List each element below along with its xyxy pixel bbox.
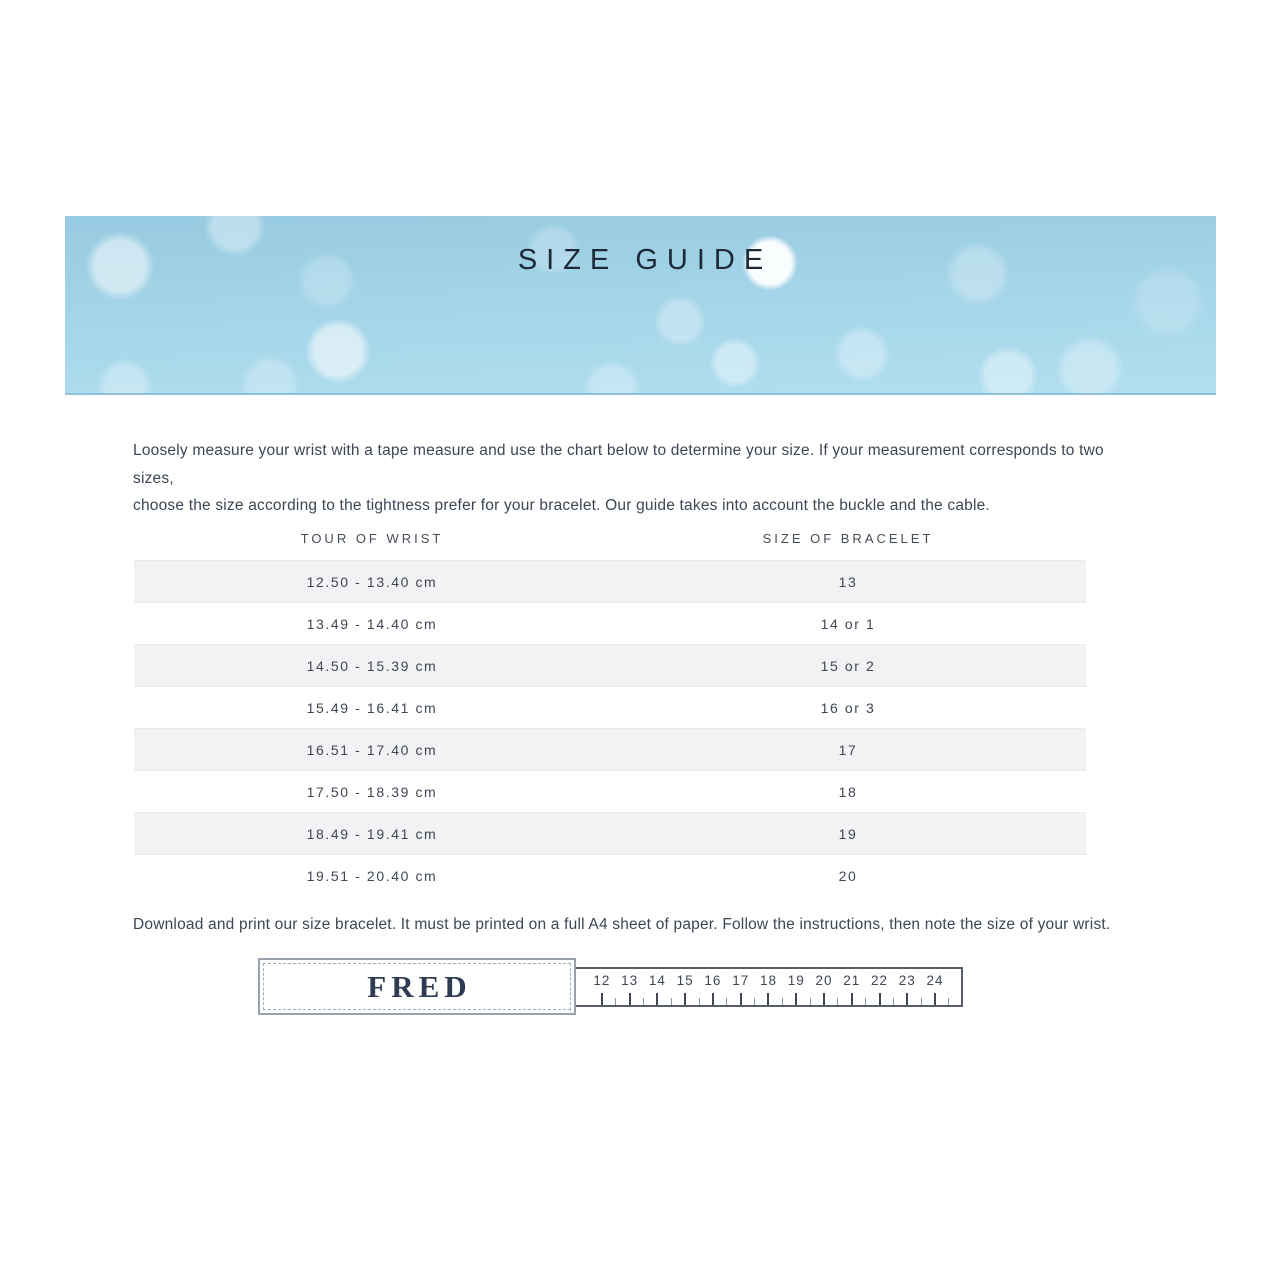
size-guide-banner bbox=[65, 216, 1216, 395]
bracelet-size-cell: 15 or 2 bbox=[820, 657, 876, 674]
ruler-tick-label: 20 bbox=[815, 973, 833, 988]
major-tick bbox=[879, 993, 881, 1005]
wrist-range-cell: 12.50 - 13.40 cm bbox=[306, 573, 438, 590]
table-row bbox=[134, 686, 1086, 728]
ruler-tick-unit bbox=[727, 969, 755, 1005]
download-instructions: Download and print our size bracelet. It must be printed on a full A4 sheet of paper. Follow the instructions, then note the size of your wrist. bbox=[133, 916, 1111, 933]
ruler-tick-unit bbox=[616, 969, 644, 1005]
wrist-range-cell: 18.49 - 19.41 cm bbox=[306, 825, 438, 842]
bracelet-size-cell: 19 bbox=[838, 825, 858, 842]
ruler-tick-unit bbox=[810, 969, 838, 1005]
ruler-brand-box bbox=[258, 958, 576, 1015]
column-header-tour-of-wrist: TOUR OF WRIST bbox=[300, 530, 444, 546]
major-tick bbox=[767, 993, 769, 1005]
minor-tick bbox=[643, 998, 644, 1005]
wrist-range-cell: 14.50 - 15.39 cm bbox=[306, 657, 438, 674]
intro-text bbox=[133, 437, 1113, 520]
table-row bbox=[134, 770, 1086, 812]
bracelet-size-cell: 16 or 3 bbox=[820, 699, 876, 716]
ruler-tick-label: 22 bbox=[871, 973, 889, 988]
major-tick bbox=[684, 993, 686, 1005]
minor-tick bbox=[921, 998, 922, 1005]
ruler-tick-unit bbox=[893, 969, 921, 1005]
wrist-range-cell: 13.49 - 14.40 cm bbox=[306, 615, 438, 632]
minor-tick bbox=[893, 998, 894, 1005]
minor-tick bbox=[810, 998, 811, 1005]
ruler-tick-label: 19 bbox=[787, 973, 805, 988]
bracelet-size-cell: 17 bbox=[838, 741, 858, 758]
intro-line-1: Loosely measure your wrist with a tape measure and use the chart below to determine your size. If your measurement corresponds to two sizes, bbox=[133, 442, 1104, 487]
ruler-tick-unit bbox=[588, 969, 616, 1005]
bracelet-size-cell: 14 or 1 bbox=[820, 615, 876, 632]
minor-tick bbox=[865, 998, 866, 1005]
bracelet-size-cell: 18 bbox=[838, 783, 858, 800]
major-tick bbox=[656, 993, 658, 1005]
ruler-tick-label: 15 bbox=[676, 973, 694, 988]
page-title: SIZE GUIDE bbox=[517, 244, 773, 276]
ruler-tick-label: 21 bbox=[843, 973, 861, 988]
size-table bbox=[134, 516, 1086, 896]
minor-tick bbox=[671, 998, 672, 1005]
ruler-tick-label: 16 bbox=[704, 973, 722, 988]
ruler-tick-unit bbox=[782, 969, 810, 1005]
wrist-range-cell: 15.49 - 16.41 cm bbox=[306, 699, 438, 716]
wrist-range-cell: 17.50 - 18.39 cm bbox=[306, 783, 438, 800]
ruler-tick-unit bbox=[866, 969, 894, 1005]
minor-tick bbox=[948, 998, 949, 1005]
minor-tick bbox=[782, 998, 783, 1005]
ruler-tick-label: 13 bbox=[621, 973, 639, 988]
minor-tick bbox=[615, 998, 616, 1005]
column-header-size-of-bracelet: SIZE OF BRACELET bbox=[762, 530, 934, 546]
major-tick bbox=[629, 993, 631, 1005]
bracelet-size-cell: 13 bbox=[838, 573, 858, 590]
table-row bbox=[134, 560, 1086, 602]
major-tick bbox=[740, 993, 742, 1005]
ruler-tick-label: 18 bbox=[759, 973, 777, 988]
ruler-tick-unit bbox=[699, 969, 727, 1005]
ruler-tick-unit bbox=[671, 969, 699, 1005]
fred-logo: FRED bbox=[367, 968, 472, 1004]
wrist-range-cell: 16.51 - 17.40 cm bbox=[306, 741, 438, 758]
major-tick bbox=[851, 993, 853, 1005]
intro-line-2: choose the size according to the tightness prefer for your bracelet. Our guide takes into account the buckle and the cable. bbox=[133, 497, 990, 514]
major-tick bbox=[712, 993, 714, 1005]
ruler-tick-label: 23 bbox=[898, 973, 916, 988]
ruler-tick-label: 24 bbox=[926, 973, 944, 988]
wrist-range-cell: 19.51 - 20.40 cm bbox=[306, 867, 438, 884]
ruler-scale bbox=[574, 967, 963, 1007]
major-tick bbox=[601, 993, 603, 1005]
major-tick bbox=[795, 993, 797, 1005]
table-row bbox=[134, 812, 1086, 854]
table-row bbox=[134, 854, 1086, 896]
bracelet-size-cell: 20 bbox=[838, 867, 858, 884]
ruler-tick-label: 17 bbox=[732, 973, 750, 988]
minor-tick bbox=[837, 998, 838, 1005]
major-tick bbox=[906, 993, 908, 1005]
table-row bbox=[134, 602, 1086, 644]
major-tick bbox=[823, 993, 825, 1005]
minor-tick bbox=[754, 998, 755, 1005]
major-tick bbox=[934, 993, 936, 1005]
table-row bbox=[134, 644, 1086, 686]
table-header-row bbox=[134, 516, 1086, 560]
ruler-tick-unit bbox=[755, 969, 783, 1005]
ruler-tick-label: 14 bbox=[648, 973, 666, 988]
minor-tick bbox=[726, 998, 727, 1005]
minor-tick bbox=[699, 998, 700, 1005]
ruler-tick-unit bbox=[644, 969, 672, 1005]
ruler-tick-unit bbox=[838, 969, 866, 1005]
ruler-tick-unit bbox=[921, 969, 949, 1005]
table-row bbox=[134, 728, 1086, 770]
ruler-tick-label: 12 bbox=[593, 973, 611, 988]
